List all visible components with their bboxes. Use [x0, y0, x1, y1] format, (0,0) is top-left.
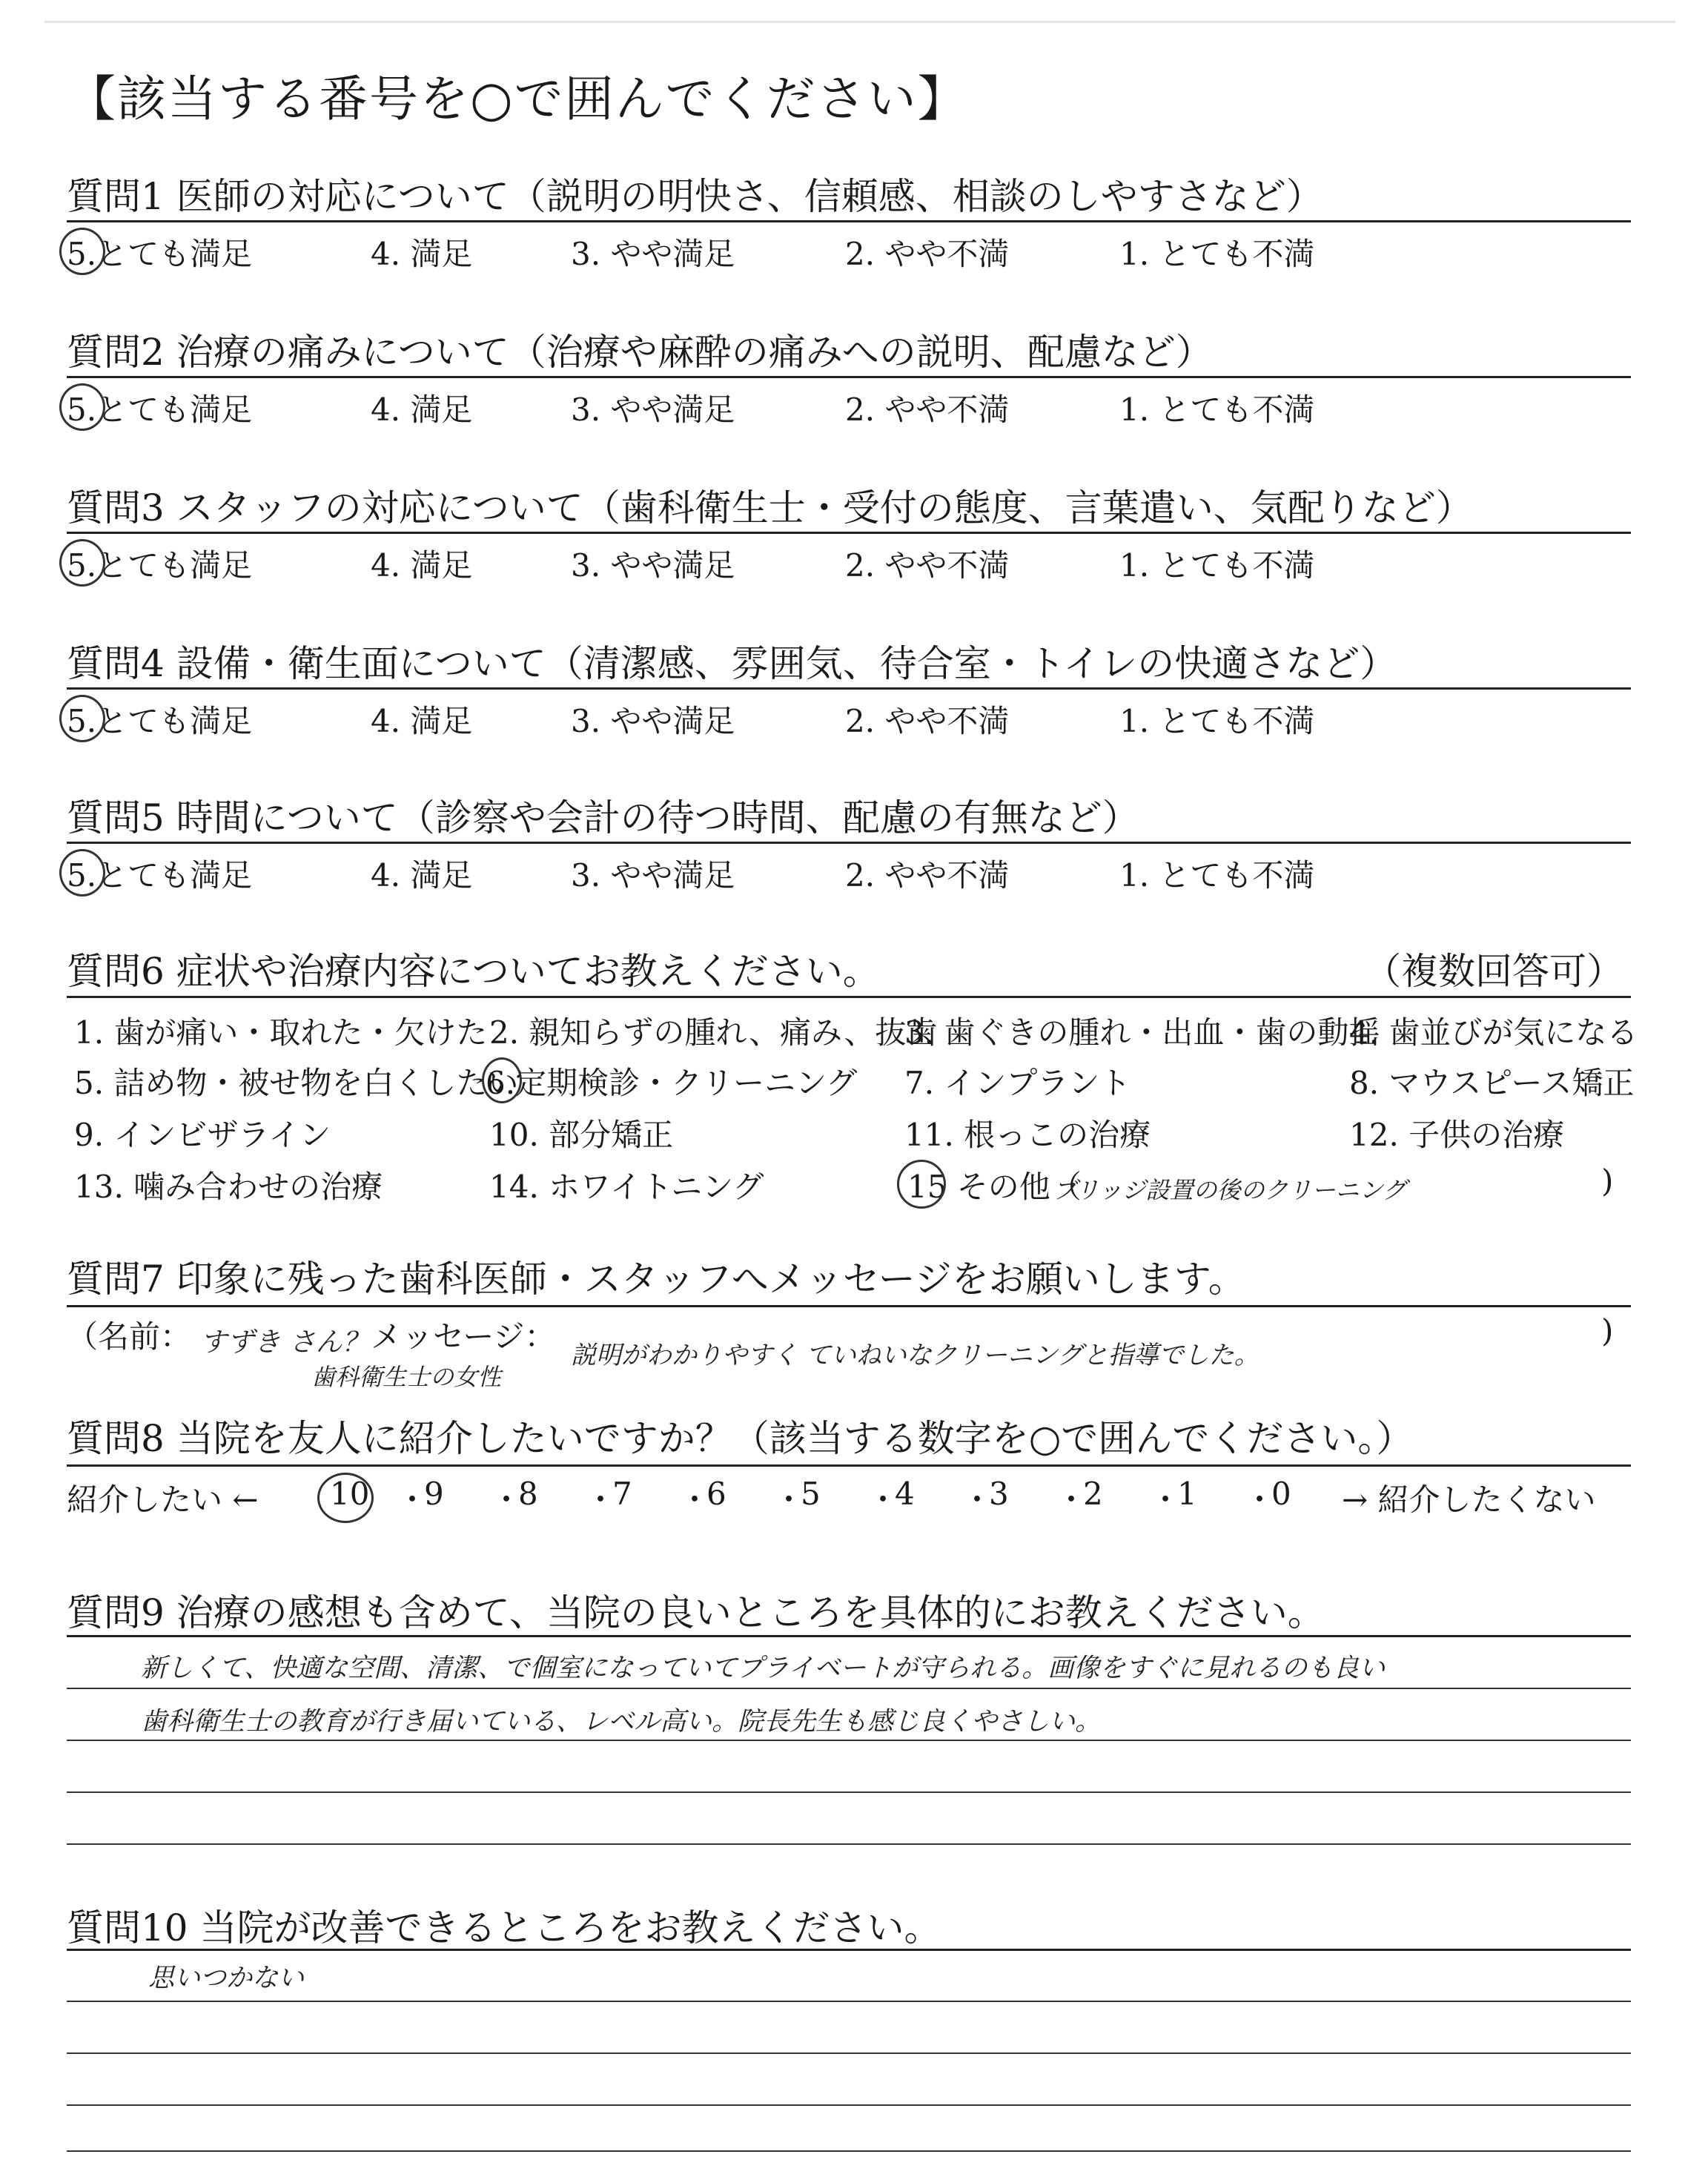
q9-line [67, 1740, 1631, 1741]
q6-option-1[interactable]: 1. 歯が痛い・取れた・欠けた [74, 1014, 488, 1051]
q8-scale-1[interactable]: 1 [1177, 1476, 1197, 1512]
q6-option-11[interactable]: 11. 根っこの治療 [904, 1117, 1151, 1153]
q8-scale-7[interactable]: 7 [612, 1476, 632, 1512]
q3-rule [67, 532, 1631, 534]
q7-close: ) [1601, 1312, 1614, 1349]
q5-option-3[interactable]: 3. やや満足 [571, 857, 735, 894]
q8-scale-dot: ・ [1056, 1482, 1088, 1518]
q7-rule [67, 1305, 1631, 1307]
q5-title: 質問5 時間について（診察や会計の待つ時間、配慮の有無など） [67, 796, 1139, 839]
q5-option-4[interactable]: 4. 満足 [371, 857, 473, 894]
q7-name-label: （名前： [67, 1318, 192, 1355]
q10-rule [67, 1949, 1631, 1951]
q8-scale-10[interactable]: 10 [330, 1476, 370, 1512]
q3-option-4[interactable]: 4. 満足 [371, 547, 473, 584]
q4-option-2[interactable]: 2. やや不満 [845, 703, 1010, 739]
q7-name-handwritten: すずき さん？ [200, 1327, 369, 1358]
q4-rule [67, 687, 1631, 690]
q6-selected-circle-6 [482, 1057, 522, 1103]
q8-scale-4[interactable]: 4 [895, 1476, 915, 1512]
q3-option-1[interactable]: 1. とても不満 [1119, 547, 1315, 584]
q2-option-3[interactable]: 3. やや満足 [571, 392, 735, 428]
q2-option-4[interactable]: 4. 満足 [371, 392, 473, 428]
q4-title: 質問4 設備・衛生面について（清潔感、雰囲気、待合室・トイレの快適さなど） [67, 642, 1397, 685]
q5-selected-circle [59, 849, 105, 896]
q8-selected-circle [317, 1473, 374, 1523]
q8-right-label: → 紹介したくない [1342, 1482, 1596, 1518]
q1-option-2[interactable]: 2. やや不満 [845, 236, 1010, 272]
q4-selected-circle [59, 695, 105, 742]
q2-title: 質問2 治療の痛みについて（治療や麻酔の痛みへの説明、配慮など） [67, 331, 1213, 374]
q8-scale-dot: ・ [679, 1482, 711, 1518]
q5-option-5[interactable]: 5.とても満足 [67, 857, 253, 894]
q1-title: 質問1 医師の対応について（説明の明快さ、信頼感、相談のしやすさなど） [67, 175, 1323, 218]
q8-scale-dot: ・ [585, 1482, 617, 1518]
q6-title: 質問6 症状や治療内容についてお教えください。 [67, 950, 880, 993]
q8-scale-dot: ・ [961, 1482, 993, 1518]
q9-rule [67, 1635, 1631, 1637]
q6-note: （複数回答可） [1364, 950, 1623, 993]
q6-other-close: ) [1601, 1163, 1614, 1199]
q4-option-4[interactable]: 4. 満足 [371, 703, 473, 739]
q3-option-2[interactable]: 2. やや不満 [845, 547, 1010, 584]
q8-scale-6[interactable]: 6 [706, 1476, 726, 1512]
q6-option-14[interactable]: 14. ホワイトニング [489, 1169, 764, 1205]
q6-option-2[interactable]: 2. 親知らずの腫れ、痛み、抜歯 [489, 1014, 938, 1051]
q4-option-5[interactable]: 5.とても満足 [67, 703, 253, 739]
q8-scale-5[interactable]: 5 [801, 1476, 821, 1512]
q8-scale-dot: ・ [773, 1482, 805, 1518]
q6-other-handwritten: ブリッジ設置の後のクリーニング [1053, 1176, 1406, 1204]
q1-option-4[interactable]: 4. 満足 [371, 236, 473, 272]
q4-option-1[interactable]: 1. とても不満 [1119, 703, 1315, 739]
q3-option-3[interactable]: 3. やや満足 [571, 547, 735, 584]
q9-answer-line-2: 歯科衛生士の教育が行き届いている、レベル高い。院長先生も感じ良くやさしい。 [141, 1707, 1102, 1737]
q2-rule [67, 376, 1631, 378]
q6-option-15[interactable]: 15 その他（ [907, 1169, 1082, 1205]
q6-option-4[interactable]: 4. 歯並びが気になる [1349, 1014, 1638, 1051]
q8-title: 質問8 当院を友人に紹介したいですか？（該当する数字を○で囲んでください。） [67, 1417, 1414, 1460]
q8-rule [67, 1464, 1631, 1467]
q10-answer-line-1: 思いつかない [148, 1964, 305, 1993]
q9-answer-line-1: 新しくて、快適な空間、清潔、で個室になっていてプライベートが守られる。画像をすぐに見れるのも良い [141, 1654, 1386, 1683]
q6-option-3[interactable]: 3. 歯ぐきの腫れ・出血・歯の動揺 [904, 1014, 1380, 1051]
q5-option-2[interactable]: 2. やや不満 [845, 857, 1010, 894]
q6-option-8[interactable]: 8. マウスピース矯正 [1349, 1065, 1635, 1101]
q2-selected-circle [59, 383, 105, 431]
page-title: 【該当する番号を○で囲んでください】 [67, 70, 968, 128]
q6-selected-circle-15 [897, 1160, 946, 1209]
q6-option-13[interactable]: 13. 噛み合わせの治療 [74, 1169, 383, 1205]
q1-rule [67, 220, 1631, 222]
q7-name-handwritten-2: 歯科衛生士の女性 [311, 1363, 502, 1391]
q9-title: 質問9 治療の感想も含めて、当院の良いところを具体的にお教えください。 [67, 1591, 1325, 1634]
q3-title: 質問3 スタッフの対応について（歯科衛生士・受付の態度、言葉遣い、気配りなど） [67, 486, 1473, 529]
q6-option-6[interactable]: 6.定期検診・クリーニング [486, 1065, 858, 1101]
q2-option-1[interactable]: 1. とても不満 [1119, 392, 1315, 428]
q2-option-5[interactable]: 5.とても満足 [67, 392, 253, 428]
q8-scale-9[interactable]: 9 [424, 1476, 444, 1512]
q8-scale-dot: ・ [1150, 1482, 1182, 1518]
q7-message-label: メッセージ： [371, 1318, 556, 1355]
q1-option-5[interactable]: 5.とても満足 [67, 236, 253, 272]
q8-scale-3[interactable]: 3 [989, 1476, 1009, 1512]
q5-rule [67, 842, 1631, 844]
q7-message-handwritten: 説明がわかりやすく ていねいなクリーニングと指導でした。 [571, 1341, 1260, 1370]
q8-scale-dot: ・ [491, 1482, 523, 1518]
q6-option-12[interactable]: 12. 子供の治療 [1349, 1117, 1565, 1153]
q7-title: 質問7 印象に残った歯科医師・スタッフへメッセージをお願いします。 [67, 1258, 1245, 1301]
q10-line [67, 2104, 1631, 2106]
q6-option-10[interactable]: 10. 部分矯正 [489, 1117, 674, 1153]
q1-selected-circle [59, 228, 105, 275]
q9-line [67, 1791, 1631, 1793]
q1-option-3[interactable]: 3. やや満足 [571, 236, 735, 272]
q8-scale-dot: ・ [1244, 1482, 1276, 1518]
q6-option-9[interactable]: 9. インビザライン [74, 1117, 331, 1153]
q1-option-1[interactable]: 1. とても不満 [1119, 236, 1315, 272]
q9-line [67, 1843, 1631, 1845]
q10-title: 質問10 当院が改善できるところをお教えください。 [67, 1906, 941, 1949]
q4-option-3[interactable]: 3. やや満足 [571, 703, 735, 739]
q8-scale-0[interactable]: 0 [1271, 1476, 1291, 1512]
q10-line [67, 2052, 1631, 2054]
q2-option-2[interactable]: 2. やや不満 [845, 392, 1010, 428]
scan-top-edge [44, 21, 1675, 23]
q8-scale-8[interactable]: 8 [518, 1476, 538, 1512]
q3-option-5[interactable]: 5.とても満足 [67, 547, 253, 584]
q5-option-1[interactable]: 1. とても不満 [1119, 857, 1315, 894]
q6-option-7[interactable]: 7. インプラント [904, 1065, 1131, 1101]
q10-line [67, 2150, 1631, 2152]
q6-option-5[interactable]: 5. 詰め物・被せ物を白くしたい [74, 1065, 519, 1101]
q9-line [67, 1688, 1631, 1689]
q6-rule [67, 996, 1631, 998]
q10-line [67, 2001, 1631, 2002]
q8-scale-dot: ・ [867, 1482, 899, 1518]
q8-scale-dot: ・ [397, 1482, 428, 1518]
q3-selected-circle [59, 539, 105, 587]
q8-left-label: 紹介したい ← [67, 1482, 259, 1518]
q8-scale-2[interactable]: 2 [1083, 1476, 1103, 1512]
